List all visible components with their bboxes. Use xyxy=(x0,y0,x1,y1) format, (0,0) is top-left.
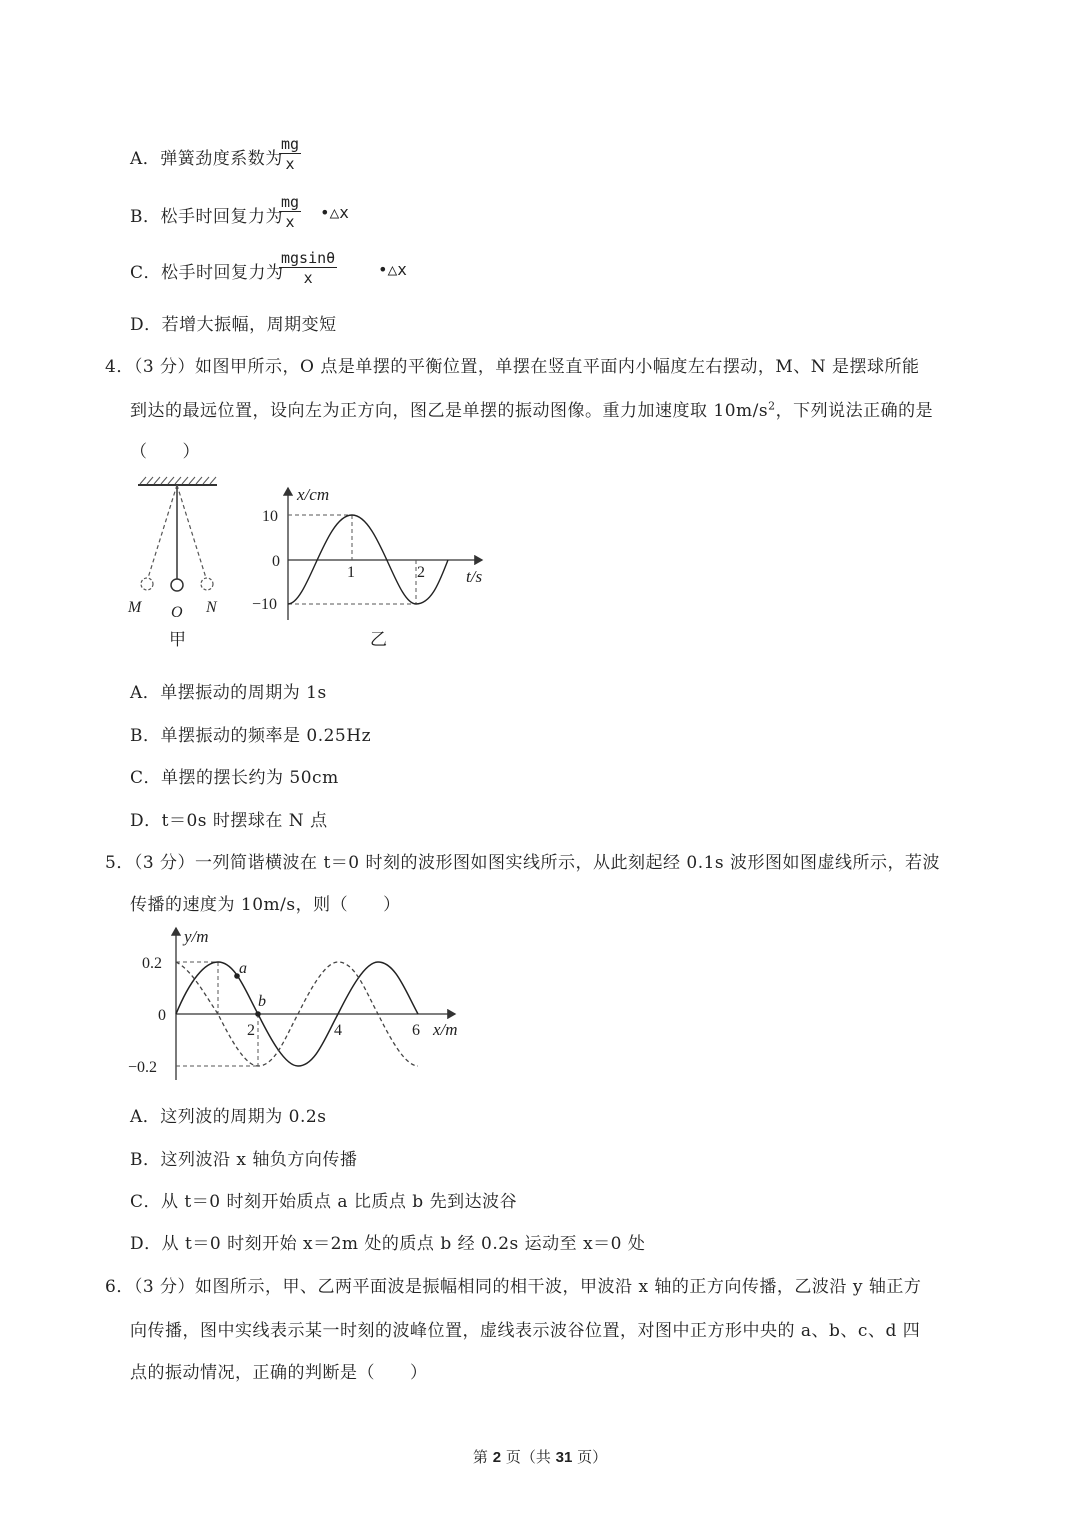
figure-caption-jia: 甲 xyxy=(169,630,186,649)
q3-fraction-c xyxy=(279,249,337,288)
q5-option-d: D．从 t＝0 时刻开始 x＝2m 处的质点 b 经 0.2s 运动至 x＝0 处 xyxy=(130,1234,646,1254)
tick-label-0: 0 xyxy=(158,1007,166,1024)
y-axis-label: y/m xyxy=(184,927,209,946)
tick-label-minus10: −10 xyxy=(252,596,278,613)
q5-option-c: C．从 t＝0 时刻开始质点 a 比质点 b 先到达波谷 xyxy=(130,1192,518,1212)
page-footer xyxy=(0,1446,1080,1467)
q3-option-c: C．松手时回复力为 xyxy=(130,263,284,283)
q5-option-b: B．这列波沿 x 轴负方向传播 xyxy=(130,1150,358,1170)
q4-stem-line1: 4．（3 分）如图甲所示，O 点是单摆的平衡位置，单摆在竖直平面内小幅度左右摆动，M、N 是摆球所能 xyxy=(105,357,920,377)
tick-label-10: 10 xyxy=(262,508,278,525)
tick-label-2: 2 xyxy=(417,564,425,581)
tick-label-4: 4 xyxy=(334,1022,342,1039)
fraction-numerator: mg xyxy=(281,135,300,153)
q3-option-b-tail: •△x xyxy=(320,203,349,222)
q4-option-b: B．单摆振动的频率是 0.25Hz xyxy=(130,726,372,746)
q6-stem-line3: 点的振动情况，正确的判断是（ ） xyxy=(130,1363,428,1383)
tick-label-0.2: 0.2 xyxy=(142,955,162,972)
q4-option-a: A．单摆振动的周期为 1s xyxy=(130,683,327,703)
tick-label-2: 2 xyxy=(247,1022,255,1039)
pendulum-bob xyxy=(171,579,183,591)
tick-label-0: 0 xyxy=(272,553,280,570)
q5-option-a: A．这列波的周期为 0.2s xyxy=(130,1107,327,1127)
tick-label-6: 6 xyxy=(412,1022,420,1039)
q4-stem-line2-tail: ，下列说法正确的是 xyxy=(775,401,934,421)
x-axis-label: x/m xyxy=(433,1020,458,1039)
fraction-numerator: mg xyxy=(281,193,300,211)
label-b: b xyxy=(258,993,266,1010)
left-string-dashed xyxy=(148,485,177,578)
right-string-dashed xyxy=(177,485,206,578)
q4-option-c: C．单摆的摆长约为 50cm xyxy=(130,768,339,788)
q3-fraction-b xyxy=(279,193,301,232)
q4-stem-line2-text: 到达的最远位置，设向左为正方向，图乙是单摆的振动图像。重力加速度取 10m/s xyxy=(130,401,769,421)
fraction-denominator: x xyxy=(285,213,295,231)
q6-stem-line2: 向传播，图中实线表示某一时刻的波峰位置，虚线表示波谷位置，对图中正方形中央的 a、b、c、d 四 xyxy=(130,1321,921,1341)
pendulum-figure xyxy=(120,470,245,655)
tick-label-minus0.2: −0.2 xyxy=(128,1059,158,1076)
fraction-denominator: x xyxy=(303,269,313,287)
label-o: O xyxy=(171,604,183,621)
total-pages: 31 xyxy=(555,1449,573,1466)
fraction-denominator: x xyxy=(285,155,295,173)
figure-caption-yi: 乙 xyxy=(370,630,387,649)
bob-position-m xyxy=(141,578,153,590)
q5-stem-line2: 传播的速度为 10m/s，则（ ） xyxy=(130,895,401,915)
footer-middle: 页（共 xyxy=(505,1448,551,1466)
wave-graph xyxy=(120,920,480,1085)
q3-option-a: A．弹簧劲度系数为 xyxy=(130,149,283,169)
q6-stem-line1: 6．（3 分）如图所示，甲、乙两平面波是振幅相同的相干波，甲波沿 x 轴的正方向传播，乙波沿 y 轴正方 xyxy=(105,1277,922,1297)
q3-option-d: D．若增大振幅，周期变短 xyxy=(130,315,337,335)
fraction-numerator: mgsinθ xyxy=(281,249,336,267)
footer-prefix: 第 xyxy=(472,1448,488,1466)
q3-option-c-tail: •△x xyxy=(378,260,407,279)
label-m: M xyxy=(128,599,142,616)
q4-stem-line2 xyxy=(130,396,933,421)
point-b xyxy=(255,1011,261,1017)
q3-option-b: B．松手时回复力为 xyxy=(130,207,283,227)
x-axis-label: t/s xyxy=(466,567,483,586)
label-n: N xyxy=(206,599,217,616)
ceiling-hatch xyxy=(140,477,216,484)
vibration-graph xyxy=(250,470,510,655)
q4-option-d: D．t＝0s 时摆球在 N 点 xyxy=(130,811,328,831)
footer-suffix: 页） xyxy=(577,1448,608,1466)
y-axis-label: x/cm xyxy=(297,485,330,504)
superscript: 2 xyxy=(768,399,776,413)
q3-fraction-a xyxy=(279,135,301,174)
q4-stem-line3: （ ） xyxy=(130,442,200,462)
page-number: 2 xyxy=(492,1449,502,1466)
q5-stem-line1: 5．（3 分）一列简谐横波在 t＝0 时刻的波形图如图实线所示，从此刻起经 0.1s 波形图如图虚线所示，若波 xyxy=(105,853,941,873)
label-a: a xyxy=(239,960,247,977)
tick-label-1: 1 xyxy=(347,564,355,581)
bob-position-n xyxy=(201,578,213,590)
